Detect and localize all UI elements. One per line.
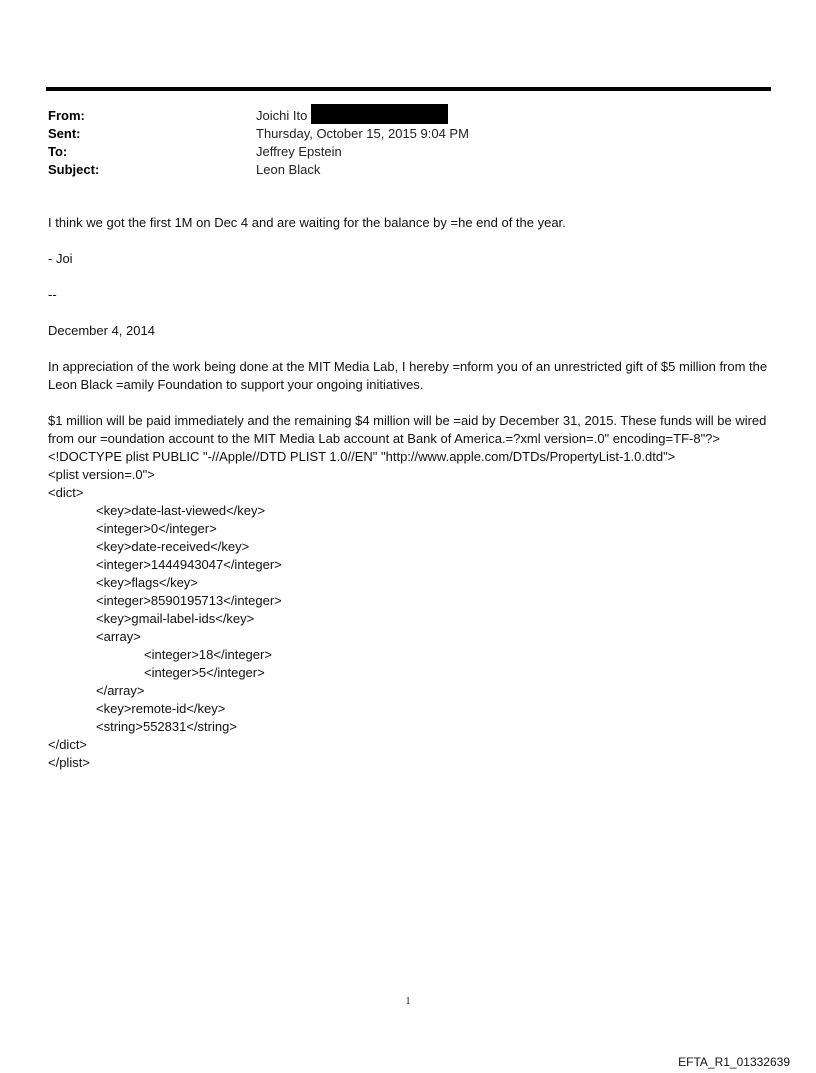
plist-line: <key>date-last-viewed</key>: [96, 503, 266, 518]
plist-line: <string>552831</string>: [96, 719, 237, 734]
document-id: EFTA_R1_01332639: [678, 1055, 790, 1069]
subject-value: Leon Black: [256, 162, 321, 177]
plist-line: <dict>: [48, 485, 84, 500]
plist-line: <key>remote-id</key>: [96, 701, 226, 716]
from-row: [48, 107, 748, 125]
from-value: [256, 107, 748, 125]
plist-line: <plist version=.0">: [48, 467, 155, 482]
sent-row: [48, 125, 748, 143]
page-number: 1: [405, 995, 411, 1007]
to-value: Jeffrey Epstein: [256, 144, 342, 159]
letter-paragraph-2: $1 million will be paid immediately and the remaining $4 million will be =aid by December 31, 2015. These funds will be wired from our =oundation account to the MIT Media Lab account at Bank of America.=?xml version=.0" encoding=TF-8"?> <!DOCTYPE plist PUBLIC "-//Apple//DTD PLIST 1.0//EN" "http://www.apple.com/DTDs/PropertyList-1.0.dtd">: [48, 413, 767, 464]
plist-line: <integer>18</integer>: [144, 647, 272, 662]
sent-value: Thursday, October 15, 2015 9:04 PM: [256, 126, 469, 141]
letter-paragraph-1: In appreciation of the work being done at the MIT Media Lab, I hereby =nform you of an unrestricted gift of $5 million from the Leon Black =amily Foundation to support your ongoing initiatives.: [48, 359, 768, 392]
plist-line: <integer>8590195713</integer>: [96, 593, 282, 608]
subject-row: [48, 161, 748, 179]
email-header: [48, 107, 748, 179]
plist-line: <integer>0</integer>: [96, 521, 217, 536]
redaction-box: [311, 104, 448, 124]
signature: - Joi: [48, 251, 73, 266]
letter-date: December 4, 2014: [48, 323, 155, 338]
plist-line: </array>: [96, 683, 145, 698]
body-line-1: I think we got the first 1M on Dec 4 and are waiting for the balance by =he end of the year.: [48, 215, 566, 230]
plist-line: <key>gmail-label-ids</key>: [96, 611, 255, 626]
plist-line: </dict>: [48, 737, 88, 752]
from-name: Joichi Ito: [256, 108, 308, 123]
plist-line: </plist>: [48, 755, 90, 770]
plist-line: <integer>5</integer>: [144, 665, 265, 680]
email-body: [48, 214, 773, 772]
header-rule: [46, 87, 771, 91]
from-label: From:: [48, 108, 85, 123]
to-label: To:: [48, 144, 68, 159]
to-row: [48, 143, 748, 161]
plist-line: <key>date-received</key>: [96, 539, 250, 554]
plist-line: <key>flags</key>: [96, 575, 198, 590]
sent-label: Sent:: [48, 126, 81, 141]
plist-line: <array>: [96, 629, 141, 644]
plist-line: <integer>1444943047</integer>: [96, 557, 282, 572]
separator: --: [48, 287, 57, 302]
subject-label: Subject:: [48, 162, 100, 177]
